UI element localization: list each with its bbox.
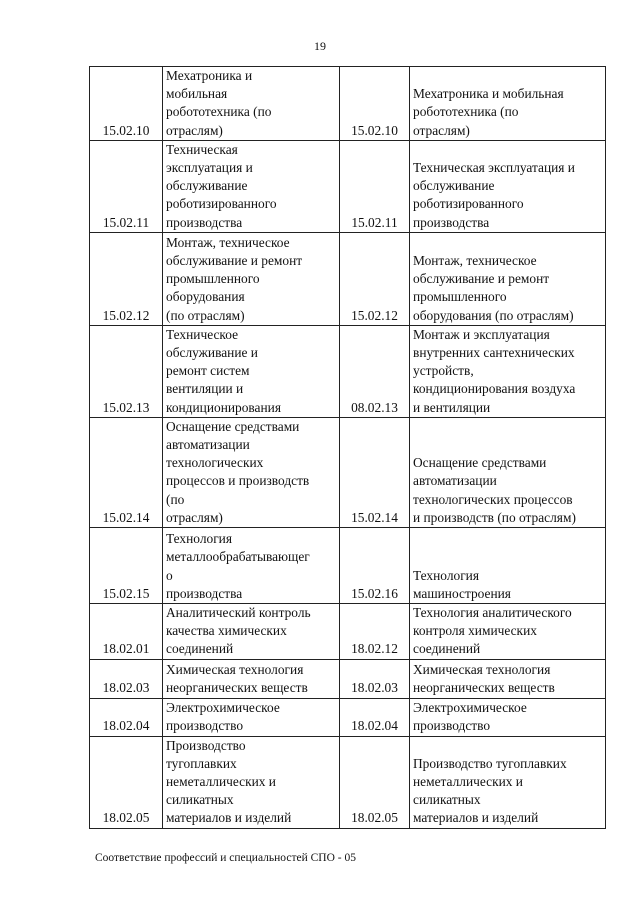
old-name-cell: Техническая эксплуатация и обслуживание роботизированного производства: [163, 140, 340, 232]
old-code-cell: 18.02.03: [90, 659, 163, 698]
new-name-cell: Производство тугоплавких неметаллических и силикатных материалов и изделий: [410, 736, 606, 828]
old-name-cell: Технология металлообрабатывающег о производства: [163, 528, 340, 604]
old-code-cell: 15.02.13: [90, 325, 163, 417]
old-name-cell: Мехатроника и мобильная робототехника (по отраслям): [163, 67, 340, 141]
table-row: [90, 528, 606, 604]
old-name-cell: Химическая технология неорганических веществ: [163, 659, 340, 698]
old-code-cell: 15.02.14: [90, 417, 163, 527]
table-row: [90, 232, 606, 325]
old-code-cell: 18.02.05: [90, 736, 163, 828]
old-code-cell: 15.02.10: [90, 67, 163, 141]
old-code-cell: 18.02.04: [90, 698, 163, 736]
table-row: [90, 417, 606, 527]
new-name-cell: Мехатроника и мобильная робототехника (по отраслям): [410, 67, 606, 141]
old-code-cell: 15.02.12: [90, 232, 163, 325]
old-name-cell: Производство тугоплавких неметаллических и силикатных материалов и изделий: [163, 736, 340, 828]
old-code-cell: 15.02.15: [90, 528, 163, 604]
new-code-cell: 15.02.14: [340, 417, 410, 527]
old-code-cell: 15.02.11: [90, 140, 163, 232]
new-name-cell: Монтаж, техническое обслуживание и ремонт промышленного оборудования (по отраслям): [410, 232, 606, 325]
new-code-cell: 15.02.16: [340, 528, 410, 604]
old-name-cell: Техническое обслуживание и ремонт систем вентиляции и кондиционирования: [163, 325, 340, 417]
old-name-cell: Монтаж, техническое обслуживание и ремонт промышленного оборудования (по отраслям): [163, 232, 340, 325]
table-row: [90, 325, 606, 417]
page-number: 19: [314, 39, 326, 53]
new-code-cell: 18.02.03: [340, 659, 410, 698]
correspondence-table: [89, 66, 606, 829]
table-row: [90, 604, 606, 660]
old-name-cell: Оснащение средствами автоматизации технологических процессов и производств (по отраслям): [163, 417, 340, 527]
new-name-cell: Оснащение средствами автоматизации технологических процессов и производств (по отраслям): [410, 417, 606, 527]
old-code-cell: 18.02.01: [90, 604, 163, 660]
new-code-cell: 18.02.05: [340, 736, 410, 828]
table-row: [90, 736, 606, 828]
new-name-cell: Химическая технология неорганических веществ: [410, 659, 606, 698]
table-row: [90, 698, 606, 736]
new-name-cell: Электрохимическое производство: [410, 698, 606, 736]
new-name-cell: Технология машиностроения: [410, 528, 606, 604]
new-code-cell: 15.02.11: [340, 140, 410, 232]
table-row: [90, 140, 606, 232]
table-row: [90, 67, 606, 141]
new-name-cell: Технология аналитического контроля химических соединений: [410, 604, 606, 660]
document-footer: Соответствие профессий и специальностей СПО - 05: [95, 852, 356, 864]
new-name-cell: Техническая эксплуатация и обслуживание роботизированного производства: [410, 140, 606, 232]
table-row: [90, 659, 606, 698]
old-name-cell: Электрохимическое производство: [163, 698, 340, 736]
new-code-cell: 18.02.04: [340, 698, 410, 736]
new-code-cell: 15.02.12: [340, 232, 410, 325]
new-code-cell: 08.02.13: [340, 325, 410, 417]
new-name-cell: Монтаж и эксплуатация внутренних сантехнических устройств, кондиционирования воздуха и вентиляции: [410, 325, 606, 417]
new-code-cell: 18.02.12: [340, 604, 410, 660]
old-name-cell: Аналитический контроль качества химических соединений: [163, 604, 340, 660]
new-code-cell: 15.02.10: [340, 67, 410, 141]
